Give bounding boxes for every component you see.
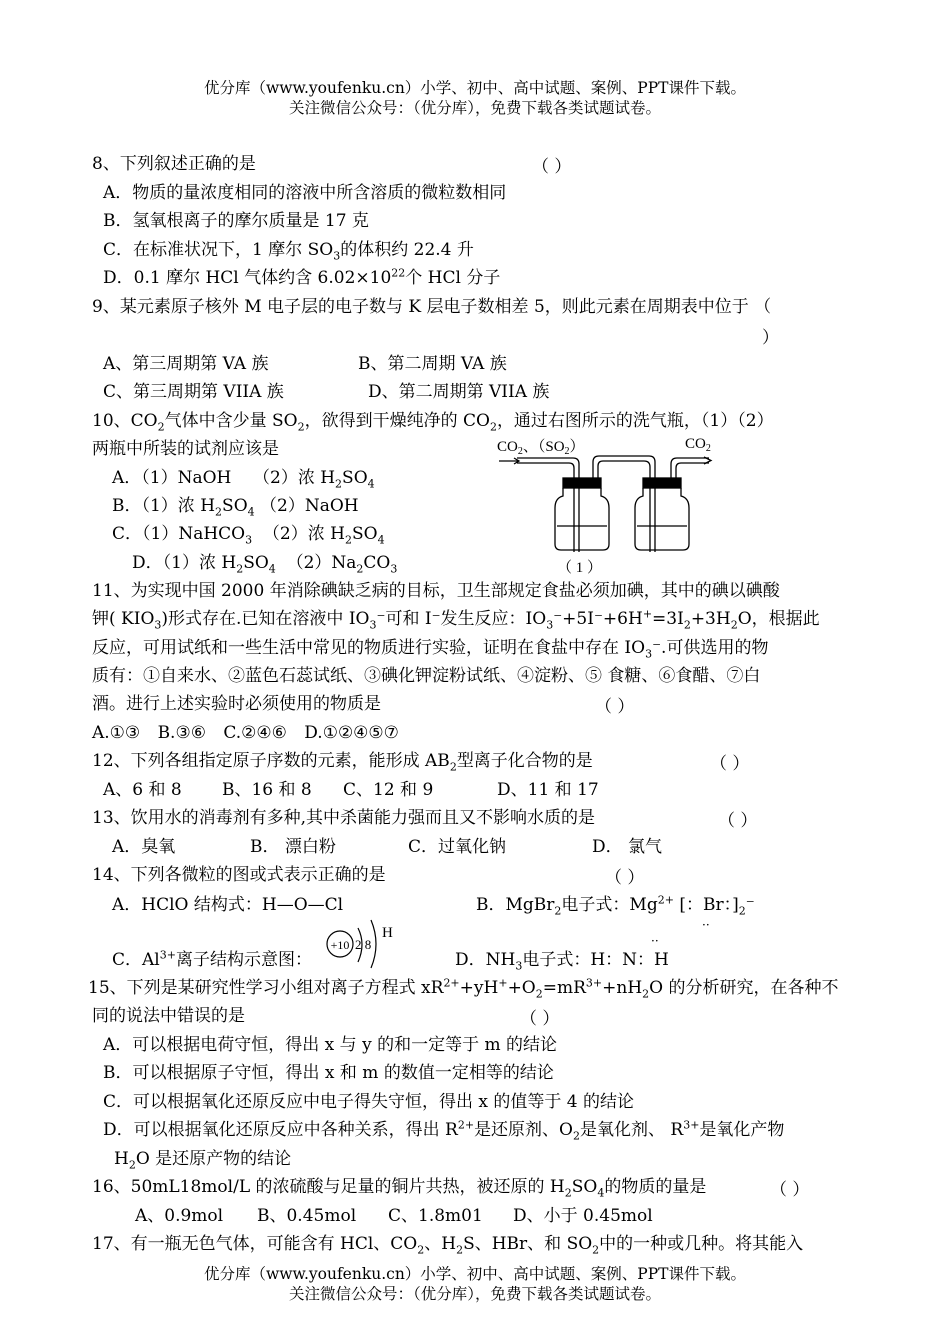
q9-stem: 9、某元素原子核外 M 电子层的电子数与 K 层电子数相差 5，则此元素在周期表中位于 （ [92, 297, 772, 317]
q12-option-d: D、11 和 17 [497, 780, 599, 800]
q11-options: A.①③ B.③⑥ C.②④⑥ D.①②④⑤⑦ [92, 723, 399, 743]
q14-option-c: C．$Al^{3+}$离子结构示意图： [112, 948, 312, 970]
q10-option-a: A．（1）NaOH （2）浓 $H_2SO_4$ [112, 468, 375, 491]
q10-option-b: B．（1）浓 $H_2SO_4$ （2）NaOH [112, 496, 359, 519]
q13-answer-paren: （ ） [718, 811, 758, 831]
q8-option-b: B．氢氧根离子的摩尔质量是 17 克 [103, 211, 369, 231]
electron-shells: 2 8 [355, 937, 372, 952]
nh3-upper-dots: ·· [651, 934, 659, 948]
q12-option-a: A、6 和 8 [103, 780, 182, 800]
q13-option-b: B． 漂白粉 [250, 837, 336, 857]
q10-stem-line-2: 两瓶中所装的试剂应该是 [92, 439, 279, 459]
q9-option-a: A、第三周期第 VA 族 [103, 354, 269, 374]
q12-answer-paren: （ ） [710, 754, 750, 774]
q8-stem: 8、下列叙述正确的是 [92, 154, 256, 174]
q8-option-d: D．0.1 摩尔 HCl 气体约含 $6.02\times 10^{22}$个 HCl 分子 [103, 266, 501, 288]
q16-stem: 16、50mL18mol/L 的浓硫酸与足量的铜片共热，被还原的 $H_2SO_4$的物质的量是 [92, 1177, 707, 1200]
q12-option-c: C、12 和 9 [343, 780, 434, 800]
header-line-1: 优分库（www.youfenku.cn）小学、初中、高中试题、案例、PPT课件下载。 [203, 79, 747, 97]
q8-answer-paren: （ ） [532, 157, 572, 177]
q15-option-a: A．可以根据电荷守恒，得出 x 与 y 的和一定等于 m 的结论 [103, 1035, 558, 1055]
q13-option-c: C．过氧化钠 [408, 837, 507, 857]
q13-option-d: D． 氯气 [592, 837, 663, 857]
q10-stem-line-1: 10、$CO_2$气体中含少量 $SO_2$，欲得到干燥纯净的 $CO_2$，通过右图所示的洗气瓶，（1）（2） [92, 411, 774, 434]
q13-stem: 13、饮用水的消毒剂有多种,其中杀菌能力强而且又不影响水质的是 [92, 808, 596, 828]
q11-answer-paren: （ ） [595, 697, 635, 717]
q16-answer-paren: （ ） [770, 1180, 810, 1200]
q11-line-5: 酒。进行上述实验时必须使用的物质是 [92, 694, 381, 714]
q9-option-b: B、第二周期 VA 族 [358, 354, 507, 374]
q15-option-b: B．可以根据原子守恒，得出 x 和 m 的数值一定相等的结论 [103, 1063, 554, 1083]
q15-option-c: C．可以根据氧化还原反应中电子得失守恒，得出 x 的值等于 4 的结论 [103, 1092, 635, 1112]
q14-option-d: D．$NH_3$电子式：H：N：H [455, 950, 669, 973]
q15-option-d-line-1: D．可以根据氧化还原反应中各种关系，得出 $R^{2+}$是还原剂、$O_2$是氧化剂、 $R^{3+}$是氧化产物 [103, 1118, 785, 1143]
q15-line-2: 同的说法中错误的是 [92, 1006, 245, 1026]
q10-option-d: D．（1）浓 $H_2SO_4$ $(2)Na_2CO_3$ [132, 553, 398, 576]
q13-option-a: A．臭氧 [112, 837, 176, 857]
q9-option-c: C、第三周期第 VIIA 族 [103, 382, 284, 402]
q8-option-a: A．物质的量浓度相同的溶液中所含溶质的微粒数相同 [103, 183, 507, 203]
q8-option-c: C．在标准状况下，1 摩尔 $SO_3$的体积约 22.4 升 [103, 240, 474, 263]
mgbr2-lower-dots: ·· [702, 918, 710, 932]
q9-answer-paren-close: ） [762, 328, 779, 348]
q14-option-b: B．MgBr$_2$电子式：$Mg^{2+}$ [：Br：]$_2^-$ [476, 893, 755, 918]
q11-line-2: 钾( $KIO_3$)形式存在.已知在溶液中 $IO_3^-$可和 I⁻发生反应：$IO_3^-+5I^-+6H^+=3I_2+3H_2O$，根据此 [92, 607, 820, 632]
header-line-2: 关注微信公众号：（优分库），免费下载各类试题试卷。 [288, 99, 661, 117]
q11-line-4: 质有：①自来水、②蓝色石蕊试纸、③碘化钾淀粉试纸、④淀粉、⑤ 食糖、⑥食醋、⑦白 [92, 666, 761, 686]
q16-option-b: B、0.45mol [257, 1206, 357, 1226]
footer-line-2: 关注微信公众号：（优分库），免费下载各类试题试卷。 [288, 1285, 661, 1303]
q10-option-c: C．（1）NaHCO$_3$ （2）浓 $H_2SO_4$ [112, 524, 385, 547]
q14-answer-paren: （ ） [605, 868, 645, 888]
q11-line-3: 反应，可用试纸和一些生活中常见的物质进行实验，证明在食盐中存在 $IO_3^-$.可供选用的物 [92, 638, 769, 661]
q14-option-a: A．HClO 结构式：H—O—Cl [112, 895, 344, 915]
q12-stem: 12、下列各组指定原子序数的元素，能形成 $AB_2$型离子化合物的是 [92, 751, 593, 774]
al-ion-structure-diagram [318, 910, 408, 974]
footer-line-1: 优分库（www.youfenku.cn）小学、初中、高中试题、案例、PPT课件下载。 [203, 1265, 747, 1283]
q15-line-1: 15、下列是某研究性学习小组对离子方程式 $xR^{2+}+yH^++O_2=mR^{3+}+nH_2O$ 的分析研究，在各种不 [88, 976, 839, 1001]
nucleus-charge: +10 [330, 938, 350, 952]
q15-option-d-line-2: $H_2O$ 是还原产物的结论 [114, 1149, 292, 1172]
q14-stem: 14、下列各微粒的图或式表示正确的是 [92, 865, 386, 885]
q16-option-c: C、1.8m01 [388, 1206, 483, 1226]
q16-option-a: A、0.9mol [135, 1206, 224, 1226]
q17-stem: 17、有一瓶无色气体，可能含有 HCl、$CO_2$、$H_2S$、HBr、和 $SO_2$中的一种或几种。将其能入 [92, 1234, 804, 1257]
fig-bottle-1-label: （ 1 ） [557, 560, 603, 576]
q11-line-1: 11、为实现中国 2000 年消除碘缺乏病的目标，卫生部规定食盐必须加碘，其中的碘以碘酸 [92, 581, 780, 601]
q15-answer-paren: （ ） [520, 1009, 560, 1029]
gas-washing-bottles-figure [495, 432, 735, 580]
q12-option-b: B、16 和 8 [222, 780, 312, 800]
fig-inlet-label: $CO_2$、$(SO_2)$ [497, 439, 585, 457]
nh3-top-h: H [382, 925, 393, 941]
fig-outlet-label: $CO_2$ [685, 436, 711, 454]
q16-option-d: D、小于 0.45mol [513, 1206, 653, 1226]
q9-option-d: D、第二周期第 VIIA 族 [368, 382, 550, 402]
